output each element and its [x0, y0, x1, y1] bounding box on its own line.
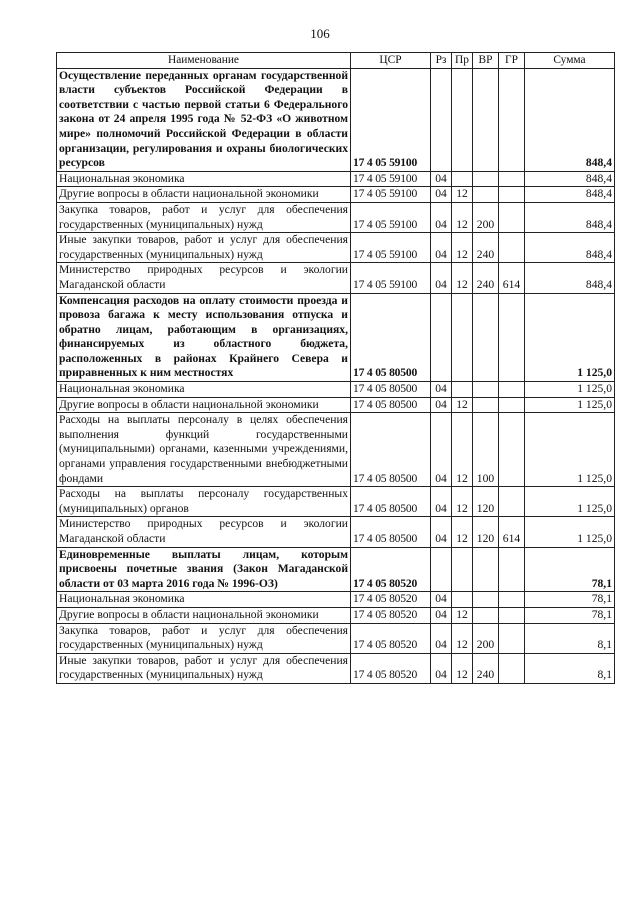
row-name: Закупка товаров, работ и услуг для обеспечения государственных (муниципальных) нужд: [57, 623, 351, 653]
row-pr: [452, 171, 473, 187]
row-csr: 17 4 05 80520: [351, 547, 431, 592]
row-rz: 04: [431, 263, 452, 293]
row-sum: 1 125,0: [525, 517, 615, 547]
row-rz: 04: [431, 382, 452, 398]
row-pr: [452, 547, 473, 592]
row-gr: [499, 68, 525, 171]
row-pr: [452, 382, 473, 398]
row-pr: [452, 68, 473, 171]
row-csr: 17 4 05 80520: [351, 592, 431, 608]
row-sum: 848,4: [525, 187, 615, 203]
row-name: Расходы на выплаты персоналу государственных (муниципальных) органов: [57, 487, 351, 517]
row-sum: 1 125,0: [525, 293, 615, 382]
row-csr: 17 4 05 80520: [351, 623, 431, 653]
row-rz: 04: [431, 517, 452, 547]
row-csr: 17 4 05 80500: [351, 487, 431, 517]
row-rz: [431, 68, 452, 171]
table-row: [57, 263, 615, 293]
row-name: Министерство природных ресурсов и экологии Магаданской области: [57, 263, 351, 293]
row-csr: 17 4 05 80500: [351, 397, 431, 413]
row-name: Национальная экономика: [57, 171, 351, 187]
row-pr: [452, 293, 473, 382]
row-name: Национальная экономика: [57, 592, 351, 608]
row-pr: 12: [452, 607, 473, 623]
row-name: Другие вопросы в области национальной экономики: [57, 607, 351, 623]
header-csr: ЦСР: [351, 53, 431, 69]
row-sum: 8,1: [525, 623, 615, 653]
row-gr: [499, 382, 525, 398]
row-vr: [473, 171, 499, 187]
row-rz: 04: [431, 623, 452, 653]
row-csr: 17 4 05 59100: [351, 202, 431, 232]
row-pr: 12: [452, 263, 473, 293]
header-vr: ВР: [473, 53, 499, 69]
row-sum: 848,4: [525, 202, 615, 232]
row-pr: 12: [452, 202, 473, 232]
row-vr: 100: [473, 413, 499, 487]
row-vr: [473, 547, 499, 592]
page-number: 106: [310, 26, 330, 41]
header-pr: Пр: [452, 53, 473, 69]
row-name: Иные закупки товаров, работ и услуг для обеспечения государственных (муниципальных) нужд: [57, 653, 351, 683]
row-rz: 04: [431, 607, 452, 623]
row-vr: [473, 68, 499, 171]
row-csr: 17 4 05 80500: [351, 293, 431, 382]
row-vr: [473, 382, 499, 398]
table-row: [57, 592, 615, 608]
row-pr: 12: [452, 487, 473, 517]
row-gr: [499, 413, 525, 487]
row-rz: 04: [431, 397, 452, 413]
row-name: Другие вопросы в области национальной экономики: [57, 397, 351, 413]
row-sum: 78,1: [525, 592, 615, 608]
row-sum: 1 125,0: [525, 397, 615, 413]
row-gr: [499, 293, 525, 382]
row-csr: 17 4 05 59100: [351, 171, 431, 187]
row-vr: [473, 397, 499, 413]
row-name: Иные закупки товаров, работ и услуг для обеспечения государственных (муниципальных) нужд: [57, 233, 351, 263]
table-row: [57, 202, 615, 232]
row-name: Министерство природных ресурсов и экологии Магаданской области: [57, 517, 351, 547]
row-csr: 17 4 05 80500: [351, 382, 431, 398]
row-gr: [499, 592, 525, 608]
table-row: [57, 187, 615, 203]
row-rz: 04: [431, 413, 452, 487]
row-gr: [499, 233, 525, 263]
row-name: Закупка товаров, работ и услуг для обеспечения государственных (муниципальных) нужд: [57, 202, 351, 232]
row-rz: 04: [431, 233, 452, 263]
row-gr: [499, 202, 525, 232]
table-row: [57, 397, 615, 413]
row-csr: 17 4 05 80520: [351, 653, 431, 683]
row-name: Осуществление переданных органам государственной власти субъектов Российской Федерации в соответствии с частью первой статьи 6 Федерального закона от 24 апреля 1995 года № 52-ФЗ «О животном мире» полномочий Российской Федерации в области организации, регулирования и охраны биологических ресурсов: [57, 68, 351, 171]
row-name: Национальная экономика: [57, 382, 351, 398]
row-pr: 12: [452, 653, 473, 683]
row-pr: 12: [452, 187, 473, 203]
row-sum: 78,1: [525, 547, 615, 592]
row-csr: 17 4 05 80500: [351, 517, 431, 547]
header-row: [57, 53, 615, 69]
header-sum: Сумма: [525, 53, 615, 69]
row-sum: 1 125,0: [525, 487, 615, 517]
row-rz: 04: [431, 592, 452, 608]
row-sum: 1 125,0: [525, 413, 615, 487]
table-row: [57, 623, 615, 653]
row-rz: 04: [431, 202, 452, 232]
row-csr: 17 4 05 80520: [351, 607, 431, 623]
row-csr: 17 4 05 59100: [351, 263, 431, 293]
table-row: [57, 382, 615, 398]
row-vr: [473, 293, 499, 382]
row-vr: [473, 187, 499, 203]
row-sum: 78,1: [525, 607, 615, 623]
row-rz: [431, 293, 452, 382]
table-row: [57, 171, 615, 187]
table-row: [57, 293, 615, 382]
row-rz: 04: [431, 187, 452, 203]
header-rz: Рз: [431, 53, 452, 69]
row-csr: 17 4 05 59100: [351, 68, 431, 171]
row-vr: [473, 607, 499, 623]
row-sum: 848,4: [525, 233, 615, 263]
row-rz: 04: [431, 487, 452, 517]
row-pr: 12: [452, 413, 473, 487]
header-gr: ГР: [499, 53, 525, 69]
row-name: Расходы на выплаты персоналу в целях обеспечения выполнения функций государственными (муниципальными) органами, казенными учреждениями, органами управления государственными внебюджетными фондами: [57, 413, 351, 487]
table-row: [57, 653, 615, 683]
row-name: Другие вопросы в области национальной экономики: [57, 187, 351, 203]
row-vr: 120: [473, 517, 499, 547]
row-gr: [499, 607, 525, 623]
row-gr: [499, 397, 525, 413]
row-csr: 17 4 05 59100: [351, 187, 431, 203]
header-name: Наименование: [57, 53, 351, 69]
row-rz: [431, 547, 452, 592]
row-gr: [499, 171, 525, 187]
row-sum: 1 125,0: [525, 382, 615, 398]
row-sum: 848,4: [525, 171, 615, 187]
row-gr: [499, 623, 525, 653]
table-row: [57, 233, 615, 263]
row-vr: 240: [473, 263, 499, 293]
row-pr: [452, 592, 473, 608]
row-csr: 17 4 05 59100: [351, 233, 431, 263]
row-rz: 04: [431, 653, 452, 683]
row-rz: 04: [431, 171, 452, 187]
row-vr: 240: [473, 233, 499, 263]
row-vr: [473, 592, 499, 608]
table-row: [57, 547, 615, 592]
row-gr: [499, 653, 525, 683]
row-gr: 614: [499, 263, 525, 293]
row-gr: [499, 187, 525, 203]
row-gr: [499, 547, 525, 592]
row-name: Единовременные выплаты лицам, которым присвоены почетные звания (Закон Магаданской области от 03 марта 2016 года № 1996-ОЗ): [57, 547, 351, 592]
row-vr: 200: [473, 623, 499, 653]
row-pr: 12: [452, 397, 473, 413]
row-sum: 848,4: [525, 263, 615, 293]
row-sum: 848,4: [525, 68, 615, 171]
table-row: [57, 413, 615, 487]
budget-table: [56, 52, 615, 684]
row-vr: 200: [473, 202, 499, 232]
row-pr: 12: [452, 517, 473, 547]
table-row: [57, 607, 615, 623]
table-row: [57, 68, 615, 171]
row-csr: 17 4 05 80500: [351, 413, 431, 487]
table-row: [57, 517, 615, 547]
row-vr: 120: [473, 487, 499, 517]
row-vr: 240: [473, 653, 499, 683]
row-sum: 8,1: [525, 653, 615, 683]
row-name: Компенсация расходов на оплату стоимости проезда и провоза багажа к месту использования отпуска и обратно лицам, работающим в организациях, финансируемых из областного бюджета, расположенных в районах Крайнего Севера и приравненных к ним местностях: [57, 293, 351, 382]
table-row: [57, 487, 615, 517]
row-gr: [499, 487, 525, 517]
row-gr: 614: [499, 517, 525, 547]
row-pr: 12: [452, 233, 473, 263]
row-pr: 12: [452, 623, 473, 653]
